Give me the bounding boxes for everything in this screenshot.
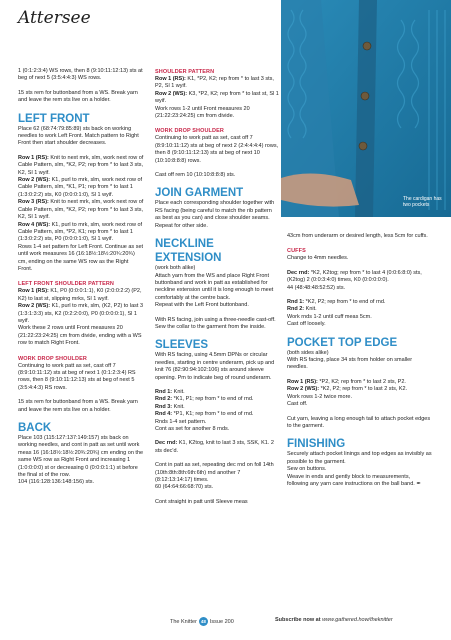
subsection-heading: SHOULDER PATTERN [155,69,215,75]
paragraph: 43cm from underarm or desired length, less 5cm for cuffs. [287,233,428,239]
paragraph: Work rows 1-2 twice more. [287,393,352,400]
paragraph: Attach yarn from the WS and place Right Front buttonband and work in patt as established for neckline extension until it is long enough to meet comfortably at the centre back. [155,272,274,301]
paragraph: Sew on buttons. [287,466,327,473]
paragraph: Cont in patt as set, repeating dec rnd on foll 14th (10th:8th:8th:6th:6th) rnd another 7 (8:12:13:14:17) times. [155,462,274,484]
footer-subscribe: Subscribe now at www.gathered.how/theknitter [275,617,393,623]
cardigan-photo [281,0,451,217]
column-middle [155,68,279,513]
subsection-heading: CUFFS [287,248,306,255]
paragraph: Row 2 (WS): K1, purl to mrk, slm, (K2, P2) to last 3 (1:3:1:3:3) sts, K2 (0:2:2:0:0), P0 (0:0:0:0:1), Sl 1 wyif. [18,303,144,324]
paragraph: With RS facing, join using a three-needle cast-off. [155,316,276,323]
section-heading: POCKET TOP EDGE [287,336,398,349]
paragraph: Rnd 2: *K1, P1; rep from * to end of rnd. [155,396,254,403]
subsection-heading: WORK DROP SHOULDER [155,128,224,135]
paragraph: Cast off rem 10 (10:10:8:8:8) sts. [155,172,236,179]
paragraph: Row 3 (RS): Knit to next mrk, slm, work next row of Cable Pattern, slm, *K2, P2; rep from * to last 3 sts, K2, Sl 1 wyif. [18,199,144,221]
column-right [287,233,433,488]
subsection-heading: LEFT FRONT SHOULDER PATTERN [18,281,114,288]
paragraph: Continuing to work patt as set, cast off 7 (8:9:10:11:12) sts at beg of next 2 (2:4:4:4:4) rows, then 8 (9:10:11:12:13) sts at beg of next 10 (10:10:8:8:8) rows. [155,135,279,164]
paragraph: Row 1 (RS): Knit to next mrk, slm, work next row of Cable Pattern, slm, *K2, P2; rep from * to last 3 sts, K2, Sl 1 wyif. [18,154,144,176]
paragraph: Row 2 (WS): K3, *P2, K2; rep from * to last st, Sl 1 wyif. [155,90,279,105]
paragraph: Row 2 (WS): K1, purl to mrk, slm, work next row of Cable Pattern, slm, *K1, P1; rep from * to last 1 (1:3:0:2:2) sts, K0 (0:0:0:1:0), Sl 1 wyif. [18,177,143,198]
paragraph: Sew the collar to the garment from the inside. [155,323,266,330]
paragraph: Place each corresponding shoulder together with RS facing (being careful to match the rib pattern as best as you can) and close shoulder seams. Repeat for other side. [155,200,275,229]
paragraph: Repeat with the Left Front buttonband. [155,302,249,309]
paragraph: Work rows 1-2 until Front measures 20 (21:22:23:24:25) cm from divide. [155,105,250,120]
paragraph: Continuing to work patt as set, cast off 7 (8:9:10:11:12) sts at beg of next 1 (0:1:2:3:4) RS rows, then 8 (9:10:11:12:13) sts at beg of next 5 (3:5:4:4:3) RS rows. [18,362,136,391]
paragraph: Change to 4mm needles. [287,255,349,262]
subscribe-link[interactable]: www.gathered.how/theknitter [320,617,393,623]
page-number-badge: 48 [200,619,206,624]
paragraph: Row 4 (WS): K1, purl to mrk, slm, work next row of Cable Pattern, slm, *P2, K1; rep from * to last 1 (1:3:0:2:2) sts, P0 (0:0:0:1:0), Sl 1 wyif. [18,221,143,243]
section-heading: FINISHING [287,438,346,451]
paragraph: Row 1 (RS): K1, *P2, K2; rep from * to last 3 sts, P2, Sl 1 wyif. [155,76,274,90]
paragraph: 60 (64:64:66:68:70) sts. [155,484,214,491]
paragraph: Cont as set for another 8 rnds. [155,426,230,432]
paragraph: Cast off loosely. [287,321,326,328]
subsection-heading: WORK DROP SHOULDER [18,355,87,362]
paragraph: Cast off. [287,401,308,408]
paragraph: Work rnds 1-2 until cuff meas 5cm. [287,313,372,320]
paragraph: Weave in ends and gently block to measurements, following any yarn care instructions on the ball band. ✒ [287,473,421,487]
paragraph: Rnds 1-4 set pattern. [155,418,207,425]
paragraph: 104 (116:128:136:148:156) sts. [18,479,95,486]
paragraph: With RS facing, place 34 sts from holder on smaller needles. [287,357,413,371]
footer-issue: The Knitter 48 Issue 200 [170,619,234,625]
paragraph: 15 sts rem for buttonband from a WS. Break yarn and leave the rem sts live on a holder. [18,399,138,413]
paragraph: Securely attach pocket linings and top edges as invisibly as possible to the garment. [287,451,432,465]
paragraph: With RS facing, using 4.5mm DPNs or circular needles, starting in centre underarm, pick up and knit 76 (82:90:94:102:106) sts around sleeve opening. Pm to indicate beg of round underarm. [155,352,275,381]
paragraph: 1 (0:1:2:3:4) WS rows, then 8 (9:10:11:12:13) sts at beg of next 5 (3:5:4:4:3) WS rows. [18,68,143,82]
paragraph: Dec rnd: *K2, K2tog; rep from * to last 4 (0:0:6:8:0) sts, (K2tog) 2 (0:0:3:4:0) times, K0 (0:0:0:0:0). [287,269,422,284]
paragraph: Rnd 2: Knit. [287,306,317,313]
paragraph: Place 103 (115:127:137:149:157) sts back on working needles, and cont in patt as set until work meas 16 (16:18½:18½:20¾:20¾) cm ending on the same WS row as Right Front and increasing 1 (1:0:0:0:0) st or decreasing 0 (0:0:0:1:1) st before the final st of the row. [18,435,144,479]
paragraph: Row 1 (RS): K1, P0 (0:0:0:1:1), K0 (2:0:0:2:2) (P2, K2) to last st, slipping mrks, Sl 1 wyif. [18,288,142,302]
paragraph: Dec rnd: K1, K2tog, knit to last 3 sts, SSK, K1. 2 sts dec'd. [155,440,274,454]
section-heading: SLEEVES [155,339,209,352]
photo-caption: The cardigan has two pockets [403,196,442,208]
paragraph: 44 (48:48:48:52:52) sts. [287,284,346,291]
paragraph: Rnd 4: *P1, K1; rep from * to end of rnd. [155,411,254,418]
end-mark-icon: ✒ [416,480,421,487]
paragraph: Rnd 1: Knit. [155,388,185,395]
section-heading: BACK [18,422,52,435]
paragraph: Work these 2 rows until Front measures 20 (21:22:23:24:25) cm from divide, ending with a WS row to match Right Front. [18,325,142,347]
paragraph: Rnd 1: *K2, P2; rep from * to end of rnd. [287,299,386,306]
paragraph: 15 sts rem for buttonband from a WS. Break yarn and leave the rem sts live on a holder. [18,89,138,104]
paragraph: Rnd 3: Knit. [155,403,185,410]
section-heading: NECKLINE EXTENSION [155,238,222,265]
subheading-note: (work both alike) [155,265,196,272]
section-heading: LEFT FRONT [18,112,90,125]
paragraph: Cont straight in patt until Sleeve meas [155,498,248,505]
paragraph: Row 1 (RS): *P2, K2; rep from * to last 2 sts, P2. [287,378,406,385]
section-heading: JOIN GARMENT [155,187,244,200]
paragraph: Cut yarn, leaving a long enough tail to attach pocket edges to the garment. [287,415,431,429]
column-left [18,68,144,494]
pattern-title: Attersee [18,8,91,28]
paragraph: Rows 1-4 set pattern for Left Front. Continue as set until work measures 16 (16:18½:18½:20¾:20¾) cm, ending on the same WS row as the Right Front. [18,243,144,272]
subheading-note: (both sides alike) [287,349,329,356]
paragraph: Row 2 (WS): *K2, P2; rep from * to last 2 sts, K2. [287,386,408,393]
paragraph: Place 62 (68:74:79:85:89) sts back on working needles to work Left Front. Match pattern to Right Front then start shoulder decreases. [18,125,139,147]
